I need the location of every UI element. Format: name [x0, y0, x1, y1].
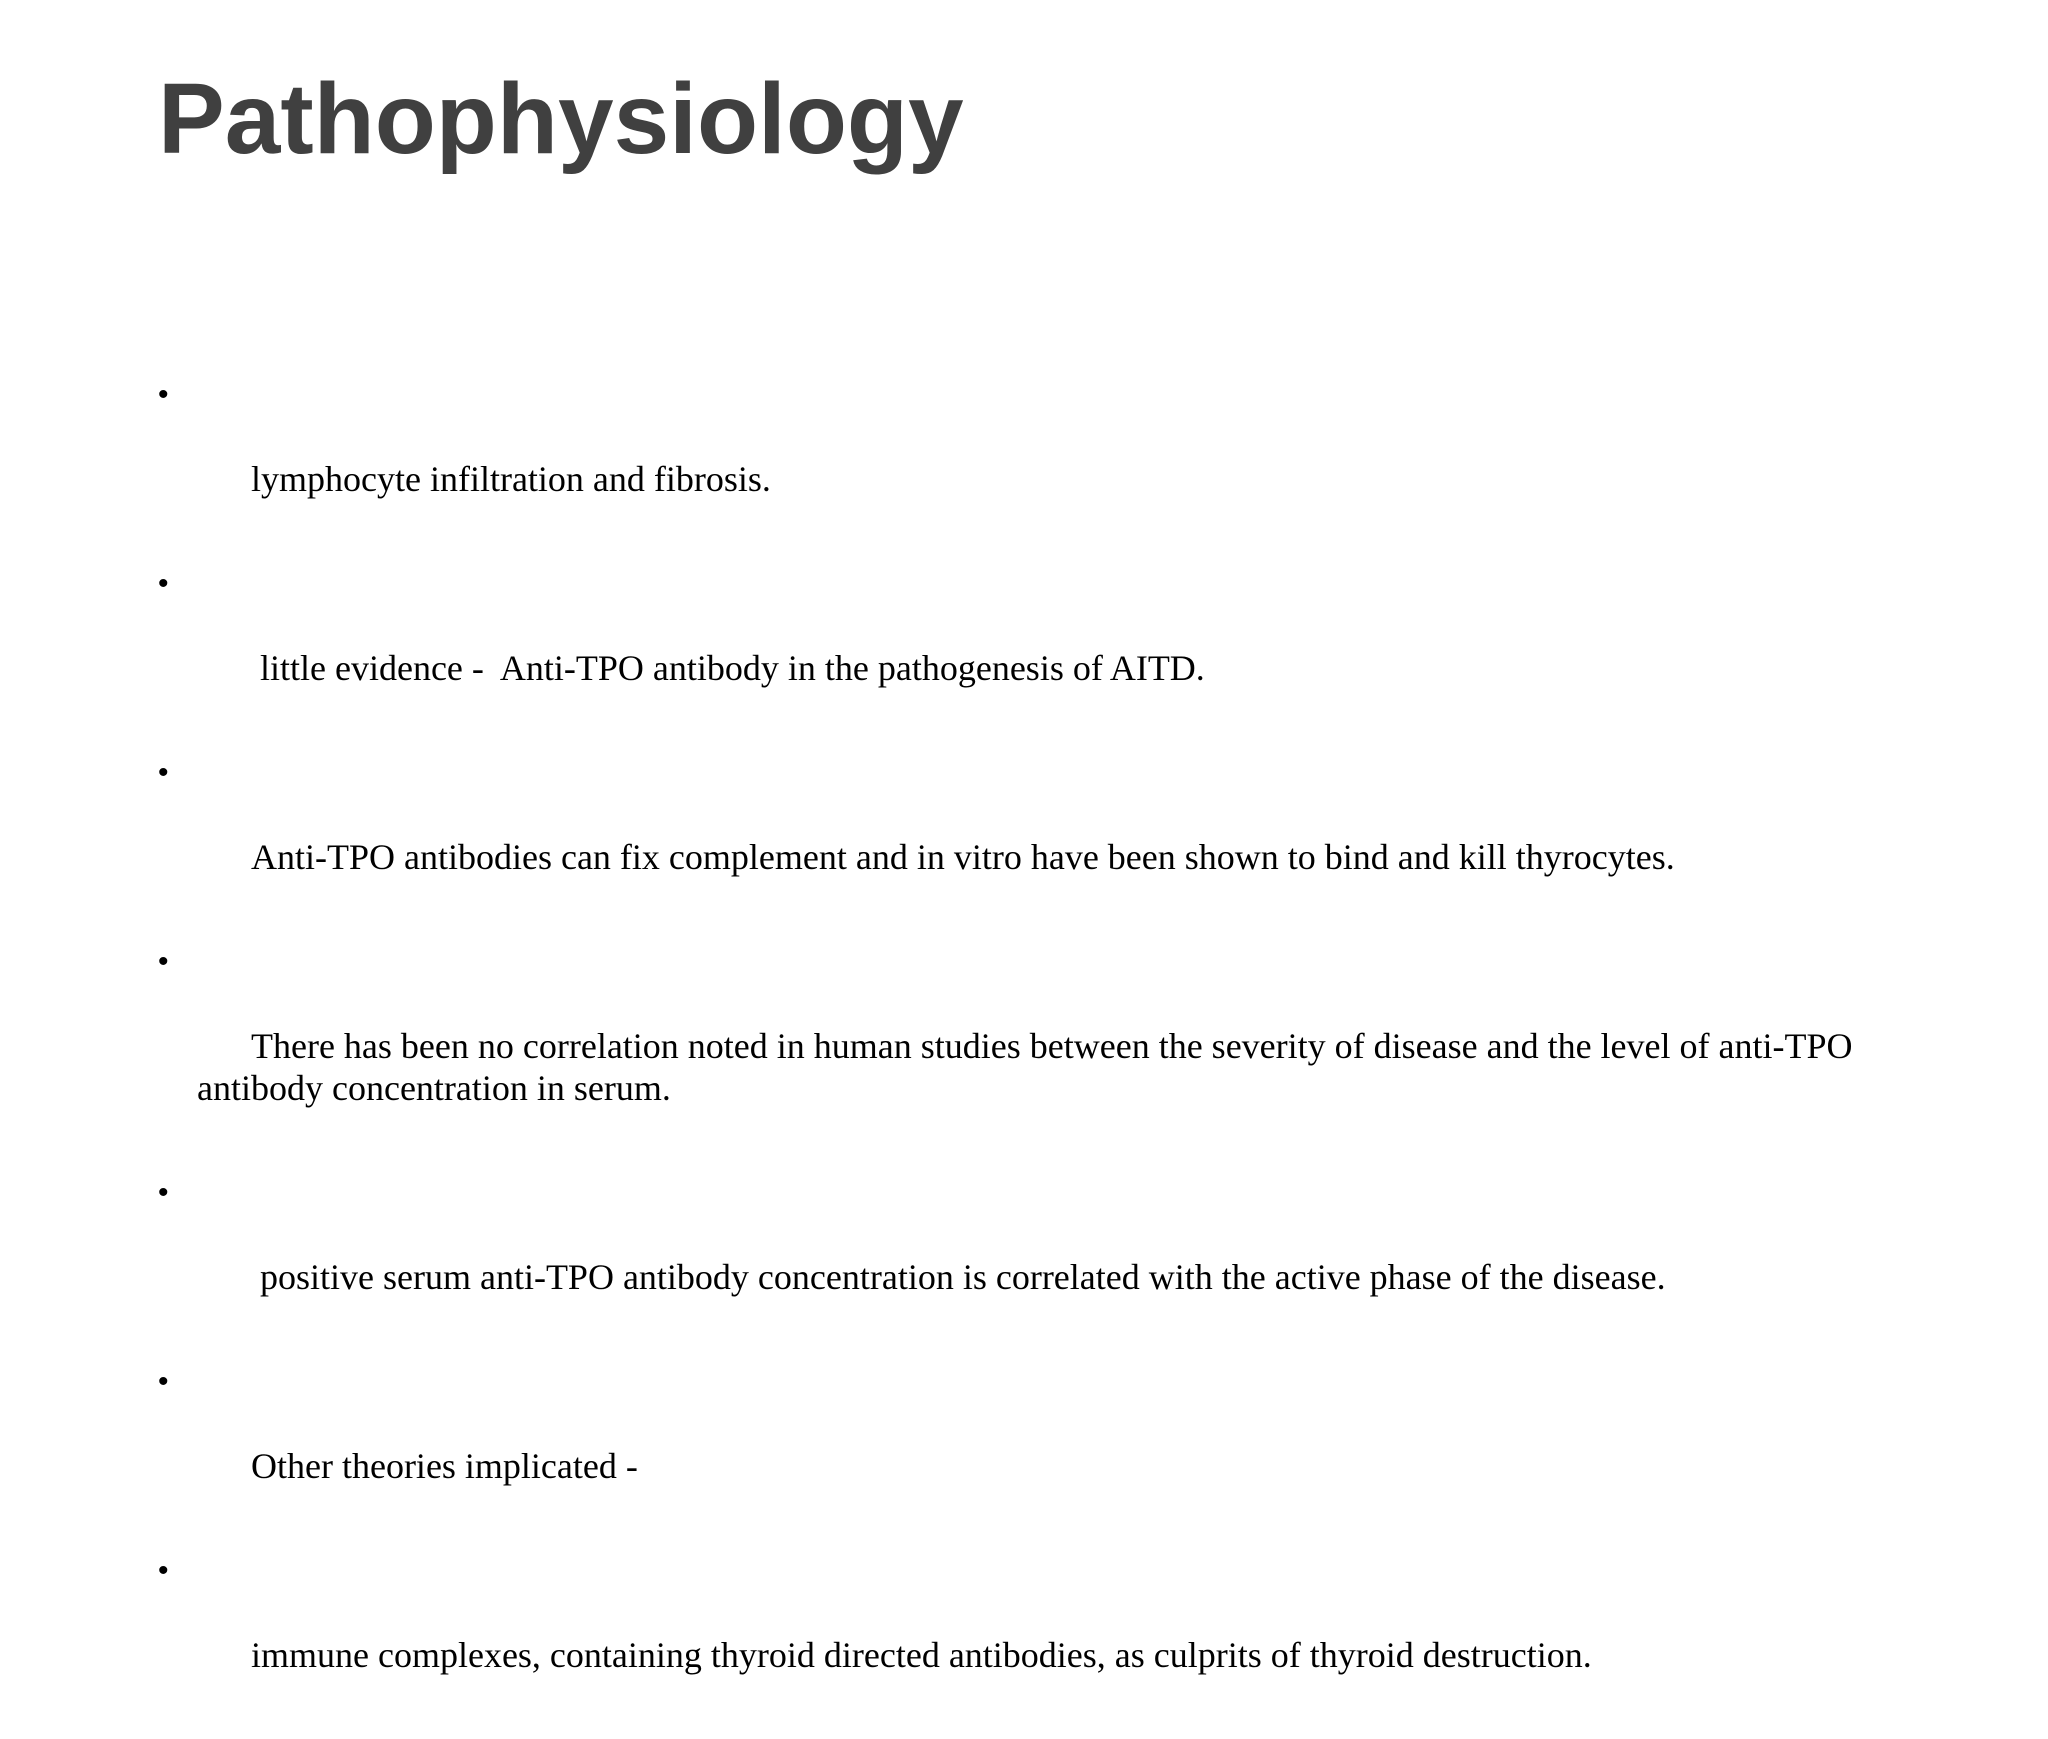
- bullet-icon: •: [158, 1176, 169, 1209]
- bullet-text: positive serum anti-TPO antibody concentration is correlated with the active phase of the disease.: [251, 1257, 1666, 1297]
- list-item: [158, 1550, 1878, 1718]
- bullet-text: Other theories implicated -: [251, 1446, 638, 1486]
- bullet-icon: •: [158, 378, 169, 411]
- bullet-icon: •: [158, 567, 169, 600]
- bullet-list: [158, 374, 1878, 1739]
- list-item: [158, 1172, 1878, 1340]
- bullet-icon: •: [158, 1554, 169, 1587]
- list-item: [158, 941, 1878, 1151]
- list-item: [158, 1361, 1878, 1529]
- list-item: [158, 563, 1878, 731]
- bullet-icon: •: [158, 756, 169, 789]
- list-item: [158, 374, 1878, 542]
- list-item: [158, 752, 1878, 920]
- bullet-icon: •: [158, 1365, 169, 1398]
- bullet-icon: •: [158, 945, 169, 978]
- bullet-text: little evidence - Anti-TPO antibody in the pathogenesis of AITD.: [251, 648, 1205, 688]
- bullet-text: There has been no correlation noted in human studies between the severity of disease and the level of anti-TPO antibody concentration in serum.: [197, 1026, 1862, 1108]
- bullet-text: lymphocyte infiltration and fibrosis.: [251, 459, 771, 499]
- bullet-text: Anti-TPO antibodies can fix complement and in vitro have been shown to bind and kill thyrocytes.: [251, 837, 1675, 877]
- slide-title: Pathophysiology: [158, 63, 964, 175]
- bullet-text: immune complexes, containing thyroid directed antibodies, as culprits of thyroid destruction.: [251, 1635, 1592, 1675]
